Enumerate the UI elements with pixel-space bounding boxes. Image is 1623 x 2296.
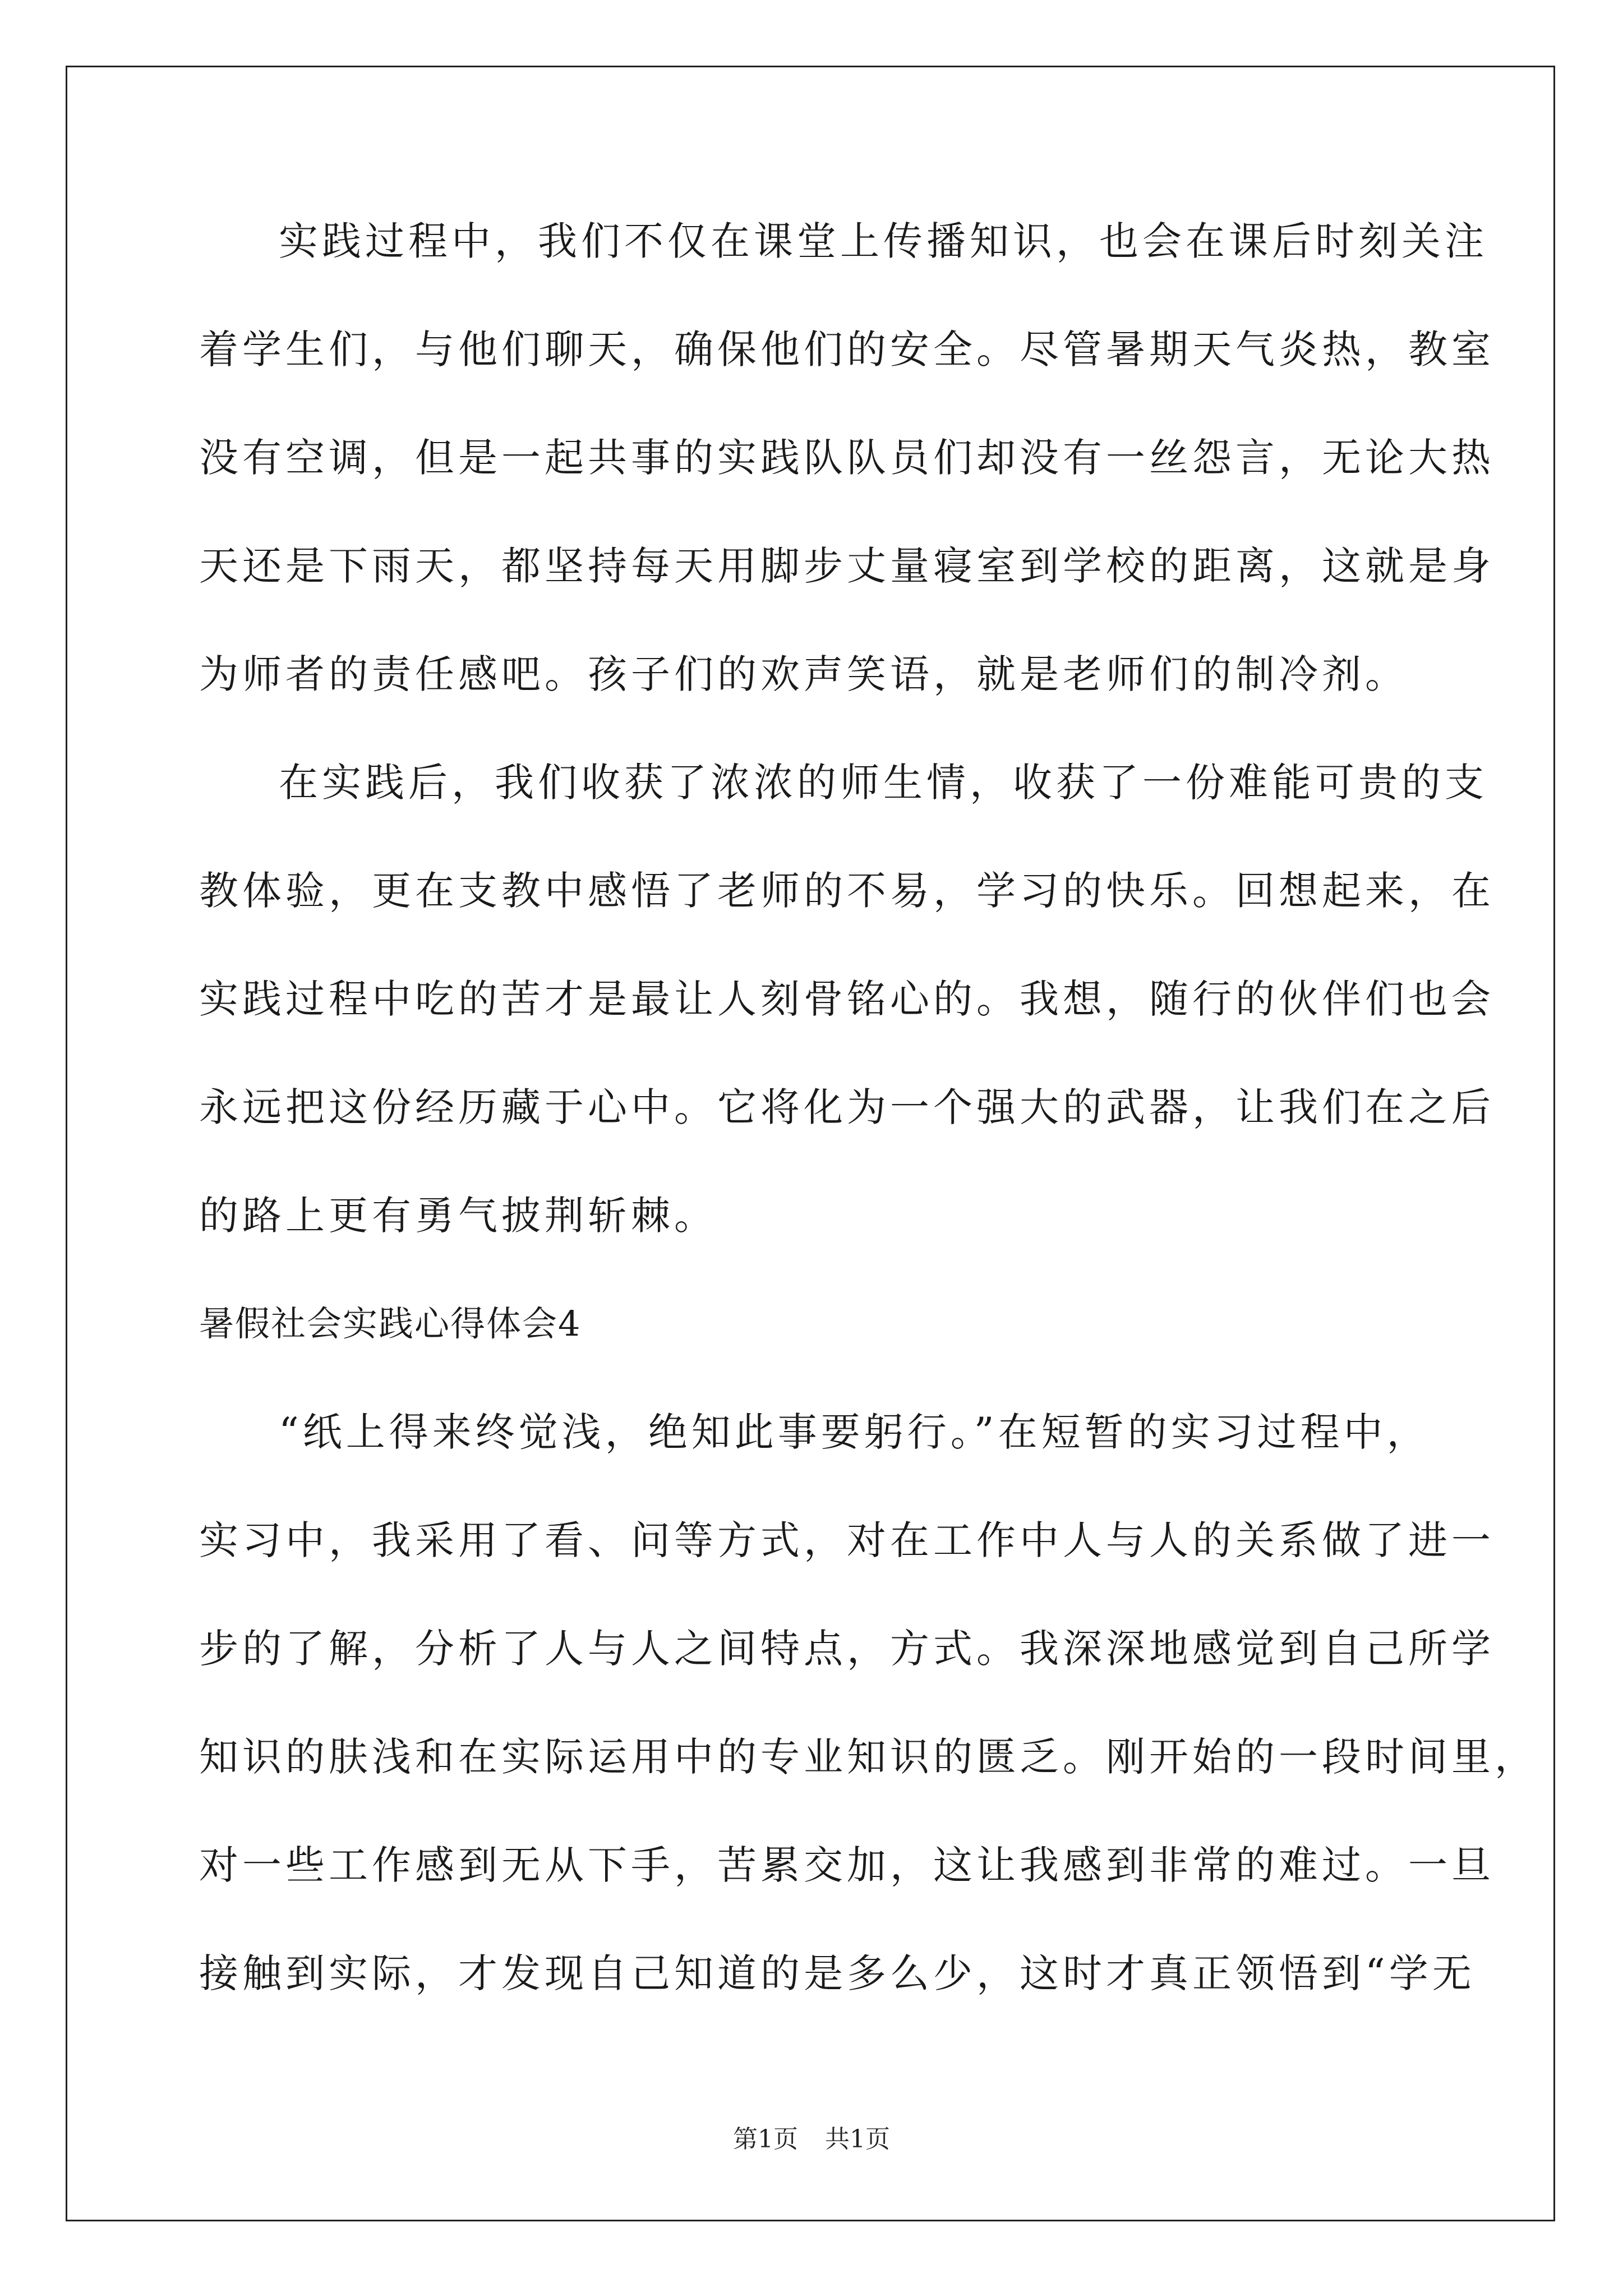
text-line: 天还是下雨天，都坚持每天用脚步丈量寝室到学校的距离，这就是身 bbox=[199, 543, 1495, 589]
text-line: 教体验，更在支教中感悟了老师的不易，学习的快乐。回想起来，在 bbox=[199, 868, 1495, 914]
text-line: 的路上更有勇气披荆斩棘。 bbox=[199, 1193, 717, 1239]
page-footer bbox=[0, 2123, 1623, 2156]
text-line: 步的了解，分析了人与人之间特点，方式。我深深地感觉到自己所学 bbox=[199, 1626, 1495, 1672]
text-line: 实践过程中，我们不仅在课堂上传播知识，也会在课后时刻关注 bbox=[279, 218, 1488, 264]
text-line: 着学生们，与他们聊天，确保他们的安全。尽管暑期天气炎热，教室 bbox=[199, 326, 1495, 372]
page-total: 共1页 bbox=[825, 2125, 890, 2154]
text-line: 对一些工作感到无从下手，苦累交加，这让我感到非常的难过。一旦 bbox=[199, 1842, 1495, 1888]
text-line: 永远把这份经历藏于心中。它将化为一个强大的武器，让我们在之后 bbox=[199, 1084, 1495, 1130]
text-line: 为师者的责任感吧。孩子们的欢声笑语，就是老师们的制冷剂。 bbox=[199, 651, 1408, 697]
text-line: “纸上得来终觉浅，绝知此事要躬行。”在短暂的实习过程中， bbox=[279, 1409, 1430, 1455]
page-number: 第1页 bbox=[733, 2125, 798, 2154]
text-line: 没有空调，但是一起共事的实践队队员们却没有一丝怨言，无论大热 bbox=[199, 435, 1495, 481]
document-body bbox=[199, 213, 1538, 2054]
text-line: 实践过程中吃的苦才是最让人刻骨铭心的。我想，随行的伙伴们也会 bbox=[199, 976, 1495, 1022]
section-heading: 暑假社会实践心得体会4 bbox=[199, 1303, 582, 1344]
text-line: 在实践后，我们收获了浓浓的师生情，收获了一份难能可贵的支 bbox=[279, 760, 1488, 806]
text-line: 实习中，我采用了看、问等方式，对在工作中人与人的关系做了进一 bbox=[199, 1517, 1495, 1563]
text-line: 接触到实际，才发现自己知道的是多么少，这时才真正领悟到“学无 bbox=[199, 1950, 1476, 1996]
text-line: 知识的肤浅和在实际运用中的专业知识的匮乏。刚开始的一段时间里， bbox=[199, 1734, 1538, 1780]
